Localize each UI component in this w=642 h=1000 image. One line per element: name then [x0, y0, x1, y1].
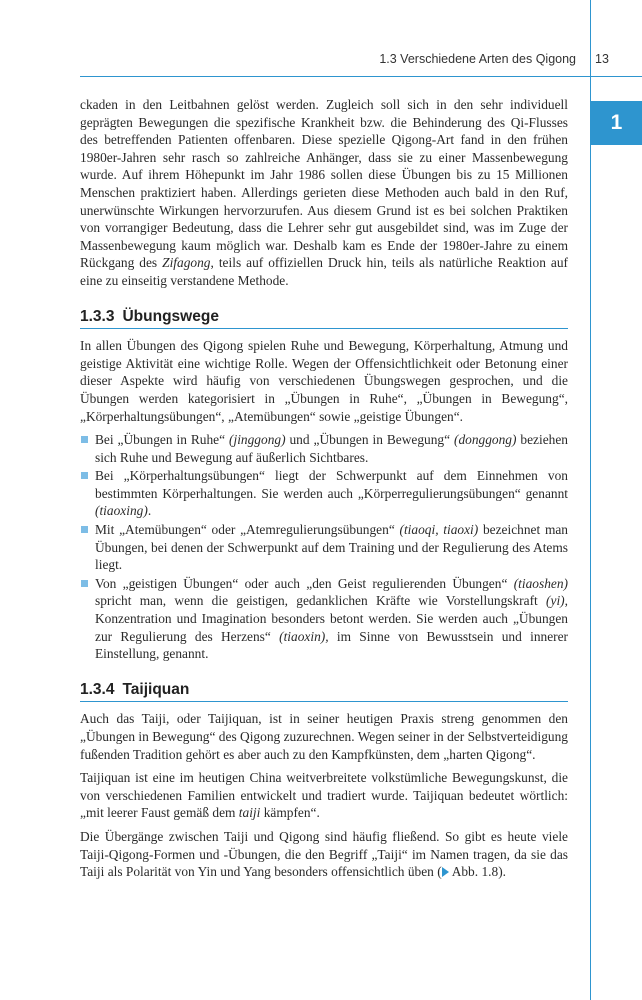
figure-reference-link[interactable]: Abb. 1.8	[451, 864, 499, 880]
list-item: Von „geistigen Übungen“ oder auch „den Geist regulierenden Übungen“ (tiaoshen) spricht man, wenn die geistigen, gedanklichen Kräfte wie Vorstellungskraft (yi), Konzentration und Imagination besonders betont werden. Sie werden auch „Übungen zur Regulierung des Herzens“ (tiaoxin), im Sinne von Bewusstsein und innerer Einstellung, genannt.	[80, 575, 568, 663]
bullet-list	[80, 431, 568, 663]
intro-paragraph: ckaden in den Leitbahnen gelöst werden. Zugleich soll sich in den sehr individuell geprägten Bewegungen die spezifische Krankheit bzw. die Behinderung des Qi-Flusses des betreffenden Patienten offenbaren. Diese spezielle Qigong-Art fand in den frühen 1980er-Jahren sehr rasch so zahlreiche Anhänger, dass sie zu einer Massenbewegung wurde. Auf ihrem Höhepunkt im Jahr 1986 sollen diese Übungen bis zu 15 Millionen Menschen praktiziert haben. Allerdings gerieten diese Methoden auch bald in den Ruf, unerwünschte Wirkungen hervorzurufen. Aus diesem Grund ist es bei solchen Praktiken von vorrangiger Bedeutung, dass die Lehrer sehr gut ausgebildet sind, was im Zuge der Massenbewegung kaum möglich war. Deshalb kam es Ende der 1980er-Jahre zu einem Rückgang des Zifagong, teils auf offiziellen Druck hin, teils als natürliche Reaktion auf eine zu einseitig verstandene Methode.	[80, 97, 569, 288]
section-paragraph: Auch das Taiji, oder Taijiquan, ist in seiner heutigen Praxis streng genommen den „Übungen in Bewegung“ des Qigong zuzurechnen. Wegen seiner in der Selbstverteidigung fußenden Tradition gehört es aber auch zu den Kampfkünsten, dem „harten Qigong“.	[80, 711, 568, 762]
header-rule	[80, 76, 642, 77]
chapter-tab: 1	[591, 101, 642, 145]
section-heading-1-3-3	[80, 308, 568, 330]
section-paragraph: In allen Übungen des Qigong spielen Ruhe und Bewegung, Körperhaltung, Atmung und geistige Aktivität eine wichtige Rolle. Wegen der Offensichtlichkeit oder Betonung einer dieser Aspekte wird häufig von verschiedenen Übungswegen gesprochen, und die Übungen werden kategorisiert in „Übungen in Ruhe“, „Übungen in Bewegung“, „Körperhaltungsübungen“, „Atemübungen“ sowie „geistige Übungen“.	[80, 338, 568, 424]
list-item: Bei „Körperhaltungsübungen“ liegt der Schwerpunkt auf dem Einnehmen von bestimmten Körperhaltungen. Sie werden auch „Körperregulierungsübungen“ genannt (tiaoxing).	[80, 467, 568, 520]
section-title: Übungswege	[122, 307, 219, 325]
arrow-right-icon	[442, 867, 449, 877]
section-number: 1.3.3	[80, 307, 115, 325]
margin-rule-vertical	[590, 0, 591, 1000]
section-heading-1-3-4	[80, 681, 568, 703]
section-paragraph: Die Übergänge zwischen Taiji und Qigong sind häufig fließend. So gibt es heute viele Taiji-Qigong-Formen und -Übungen, die den Begriff „Taiji“ im Namen tragen, da sie das Taiji als Polarität von Yin und Yang besonders offensichtlich üben ( Abb. 1.8).	[80, 828, 568, 880]
section-number: 1.3.4	[80, 680, 115, 698]
page-number: 13	[595, 52, 609, 66]
list-item: Mit „Atemübungen“ oder „Atemregulierungsübungen“ (tiaoqi, tiaoxi) bezeichnet man Übungen, bei denen der Schwerpunkt auf dem Training und der Regulierung des Atems liegt.	[80, 521, 568, 574]
running-head: 1.3 Verschiedene Arten des Qigong	[379, 52, 576, 66]
section-paragraph: Taijiquan ist eine im heutigen China weitverbreitete volkstümliche Bewegungskunst, die von verschiedenen Familien entwickelt und tradiert wurde. Taijiquan bedeutet wörtlich: „mit leerer Faust gemäß dem taiji kämpfen“.	[80, 770, 568, 821]
section-title: Taijiquan	[122, 680, 190, 698]
list-item: Bei „Übungen in Ruhe“ (jinggong) und „Übungen in Bewegung“ (donggong) beziehen sich Ruhe und Bewegung auf äußerlich Sichtbares.	[80, 431, 568, 466]
page-body	[80, 96, 568, 887]
